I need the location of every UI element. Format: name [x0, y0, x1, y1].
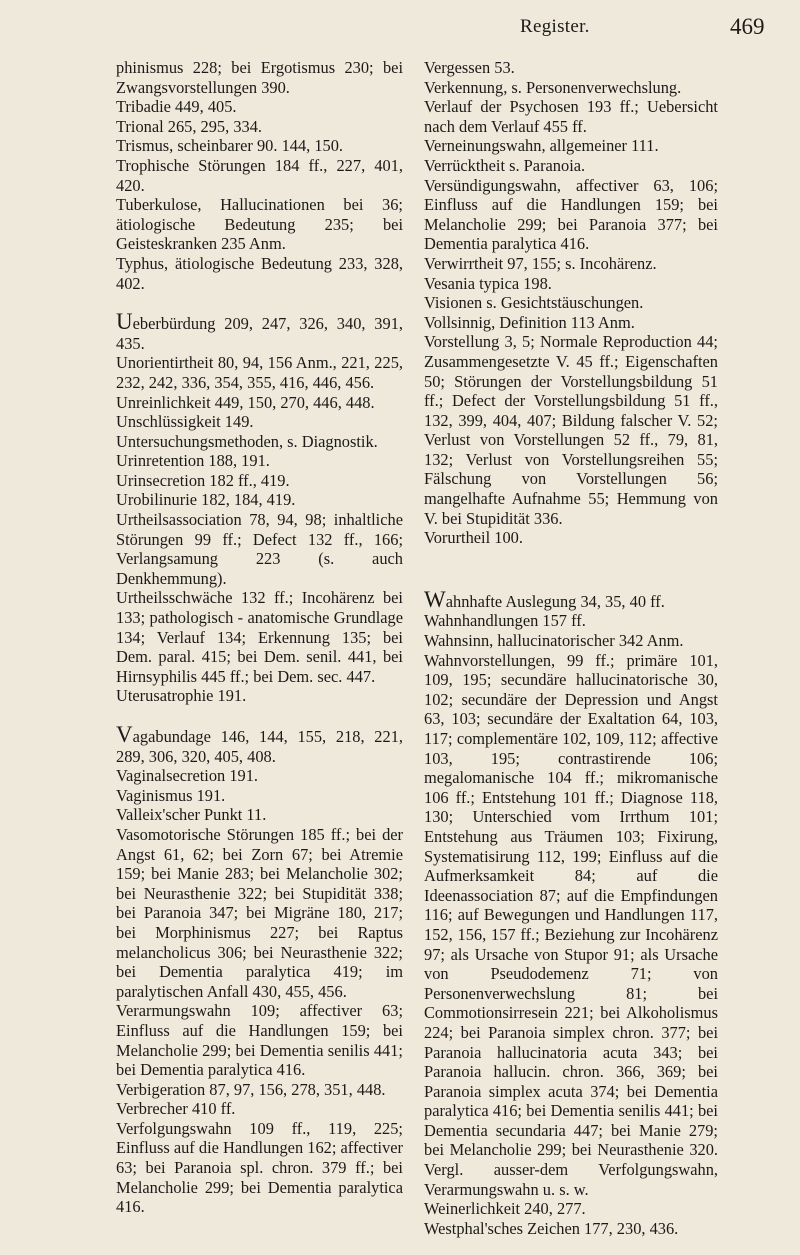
index-entry — [116, 432, 403, 452]
entry-text: eberbürdung 209, 247, 326, 340, 391, 435. — [116, 314, 403, 353]
entry-text: Trional 265, 295, 334. — [116, 116, 263, 136]
entry-text: Urinsecretion 182 ff., 419. — [116, 470, 290, 490]
entry-text: Wahnsinn, hallucinatorischer 342 Anm. — [424, 631, 684, 651]
entry-text: Trismus, scheinbarer 90. 144, 150. — [116, 136, 344, 156]
index-entry — [116, 1099, 403, 1119]
entry-text: Verwirrtheit 97, 155; s. Incohärenz. — [424, 253, 657, 273]
index-entry — [424, 528, 718, 548]
entry-text: Uterusatrophie 191. — [116, 686, 247, 706]
section-initial: U — [116, 309, 133, 335]
index-entry — [424, 1199, 718, 1219]
index-entry — [116, 117, 403, 137]
index-entry — [424, 274, 718, 294]
entry-text: Wahnhandlungen 157 ff. — [424, 611, 586, 631]
entry-text: Verarmungswahn 109; affectiver 63; Einfluss auf die Handlungen 159; bei Melancholie 299; bei Dementia senilis 441; bei Dementia paralytica 416. — [116, 1001, 403, 1080]
entry-text: Verfolgungswahn 109 ff., 119, 225; Einfluss auf die Handlungen 162; affectiver 63; bei Paranoia spl. chron. 379 ff.; bei Melancholie 299; bei Dementia paralytica 416. — [116, 1118, 403, 1217]
page-number: 469 — [730, 14, 765, 39]
entry-text: Tribadie 449, 405. — [116, 97, 237, 117]
index-entry — [424, 313, 718, 333]
index-entry — [424, 58, 718, 78]
section-initial: V — [116, 722, 133, 747]
index-entry — [116, 1080, 403, 1100]
index-entry — [424, 97, 718, 136]
entry-text: Urobilinurie 182, 184, 419. — [116, 490, 296, 510]
entry-text: Verlauf der Psychosen 193 ff.; Uebersicht nach dem Verlauf 455 ff. — [424, 97, 718, 136]
entry-text: Unreinlichkeit 449, 150, 270, 446, 448. — [116, 392, 375, 412]
index-entry — [424, 156, 718, 176]
entry-text: Verrücktheit s. Paranoia. — [424, 155, 586, 175]
index-entry — [116, 766, 403, 786]
section-gap — [116, 293, 403, 312]
running-header — [0, 12, 800, 42]
index-entry — [424, 136, 718, 156]
entry-text: Vasomotorische Störungen 185 ff.; bei der Angst 61, 62; bei Zorn 67; bei Atremie 159; bei Manie 283; bei Melancholie 302; bei Neurasthenie 322; bei Stupidität 338; bei Paranoia 347; bei Migräne 180, 217; bei Morphinismus 227; bei Raptus melancholicus 306; bei Neurasthenie 322; bei Dementia paralytica 419; im paralytischen Anfall 430, 455, 456. — [116, 824, 403, 1001]
index-entry — [116, 309, 403, 353]
index-entry — [424, 293, 718, 313]
index-entry — [116, 97, 403, 117]
entry-text: Valleix'scher Punkt 11. — [116, 805, 267, 825]
index-entry — [116, 1119, 403, 1217]
index-entry — [116, 353, 403, 392]
index-entry — [116, 805, 403, 825]
index-entry — [424, 332, 718, 528]
entry-text: Trophische Störungen 184 ff., 227, 401, 420. — [116, 155, 403, 195]
index-entry — [116, 722, 403, 766]
index-entry — [116, 490, 403, 510]
entry-text: Vorurtheil 100. — [424, 528, 523, 548]
entry-text: ahnhafte Auslegung 34, 35, 40 ff. — [445, 591, 665, 611]
index-entry — [116, 58, 403, 97]
index-entry — [116, 686, 403, 706]
index-entry — [424, 611, 718, 631]
entry-text: Vesania typica 198. — [424, 273, 552, 293]
entry-text: Urtheilsschwäche 132 ff.; Incohärenz bei 133; pathologisch - anatomische Grundlage 134; Verlauf 134; Erkennung 135; bei Dem. paral. 415; bei Dem. senil. 441, bei Hirnsyphilis 445 ff.; bei Dem. sec. 447. — [116, 588, 403, 686]
index-entry — [424, 586, 718, 612]
index-entry — [116, 393, 403, 413]
entry-text: Weinerlichkeit 240, 277. — [424, 1199, 586, 1219]
entry-text: agabundage 146, 144, 155, 218, 221, 289, 306, 320, 405, 408. — [116, 727, 403, 766]
entry-text: Verbrecher 410 ff. — [116, 1099, 236, 1119]
entry-text: Versündigungswahn, affectiver 63, 106; Einfluss auf die Handlungen 159; bei Melancholie 299; bei Paranoia 377; bei Dementia paralytica 416. — [424, 175, 718, 254]
entry-text: Typhus, ätiologische Bedeutung 233, 328, 402. — [116, 253, 403, 293]
entry-text: Vaginalsecretion 191. — [116, 766, 259, 786]
entry-text: Verneinungswahn, allgemeiner 111. — [424, 136, 659, 156]
entry-text: Unorientirtheit 80, 94, 156 Anm., 221, 225, 232, 242, 336, 354, 355, 416, 446, 456. — [116, 353, 403, 392]
index-entry — [116, 825, 403, 1001]
index-entry — [424, 176, 718, 254]
index-entry — [116, 471, 403, 491]
index-entry — [116, 786, 403, 806]
entry-text: Visionen s. Gesichtstäuschungen. — [424, 293, 644, 313]
index-entry — [116, 195, 403, 254]
entry-text: Wahnvorstellungen, 99 ff.; primäre 101, 109, 195; secundäre hallucinatorische 30, 102; secundäre der Depression und Angst 63, 103; secundäre der Exaltation 64, 103, 117; complementäre 102, 109, 112; affective 103, 195; contrastirende 106; megalomanische 104 ff.; mikromanische 106 ff.; Entstehung 101 ff.; Diagnose 118, 130; Unterschied vom Irrthum 101; Entstehung aus Träumen 103; Fixirung, Systematisirung 112, 199; Einfluss auf die Aufmerksamkeit 84; auf die Ideenassociation 87; auf die Empfindungen 116; auf Bewegungen und Handlungen 117, 152, 156, 157 ff.; Beziehung zur Incohärenz 97; als Ursache von Stupor 91; als Ursache von Pseudodemenz 71; von Personenverwechslung 81; bei Commotionsirresein 221; bei Alkoholismus 224; bei Paranoia simplex chron. 377; bei Paranoia hallucinatoria acuta 343; bei Paranoia hallucin. chron. 366, 369; bei Paranoia simplex acuta 374; bei Dementia paralytica 416; bei Dementia senilis 441; bei Dementia secundaria 447; bei Manie 279; bei Melancholie 299; bei Neurasthenie 320. Vergl. ausser-dem Verfolgungswahn, Verarmungswahn u. s. w. — [424, 650, 718, 1199]
right-column — [424, 58, 718, 1238]
entry-text: Vaginismus 191. — [116, 785, 226, 805]
left-column — [116, 58, 403, 1217]
section-gap — [424, 548, 718, 590]
entry-text: Vollsinnig, Definition 113 Anm. — [424, 312, 635, 332]
entry-text: phinismus 228; bei Ergotismus 230; bei Zwangsvorstellungen 390. — [116, 58, 403, 97]
index-entry — [424, 254, 718, 274]
index-entry — [116, 254, 403, 293]
header-title: Register. — [520, 16, 590, 37]
index-entry — [116, 451, 403, 471]
index-entry — [116, 510, 403, 588]
index-entry — [424, 651, 718, 1200]
entry-text: Westphal'sches Zeichen 177, 230, 436. — [424, 1218, 679, 1238]
entry-text: Vergessen 53. — [424, 58, 515, 77]
entry-text: Vorstellung 3, 5; Normale Reproduction 44; Zusammengesetzte V. 45 ff.; Eigenschaften 50; Störungen der Vorstellungsbildung 51 ff.; Defect der Vorstellungsbildung 51 ff., 132, 399, 404, 407; Bildung falscher V. 52; Verlust von Vorstellungen 52 ff., 79, 81, 132; Verlust von Vorstellungsreihen 55; Fälschung von Vorstellungen 56; mangelhafte Aufnahme 55; Hemmung von V. bei Stupidität 336. — [424, 332, 718, 528]
entry-text: Urtheilsassociation 78, 94, 98; inhaltliche Störungen 99 ff.; Defect 132 ff., 166; Verlangsamung 223 (s. auch Denkhemmung). — [116, 510, 403, 588]
index-entry — [116, 588, 403, 686]
index-entry — [116, 412, 403, 432]
index-entry — [116, 136, 403, 156]
section-gap — [116, 706, 403, 725]
entry-text: Unschlüssigkeit 149. — [116, 412, 254, 432]
entry-text: Urinretention 188, 191. — [116, 451, 270, 471]
entry-text: Tuberkulose, Hallucinationen bei 36; ätiologische Bedeutung 235; bei Geisteskranken 235 Anm. — [116, 195, 403, 254]
entry-text: Untersuchungsmethoden, s. Diagnostik. — [116, 431, 378, 451]
entry-text: Verbigeration 87, 97, 156, 278, 351, 448. — [116, 1079, 386, 1099]
entry-text: Verkennung, s. Personenverwechslung. — [424, 77, 682, 97]
index-entry — [424, 78, 718, 98]
section-initial: W — [424, 586, 446, 612]
index-entry — [424, 631, 718, 651]
index-entry — [116, 1001, 403, 1079]
index-entry — [424, 1219, 718, 1239]
index-entry — [116, 156, 403, 195]
